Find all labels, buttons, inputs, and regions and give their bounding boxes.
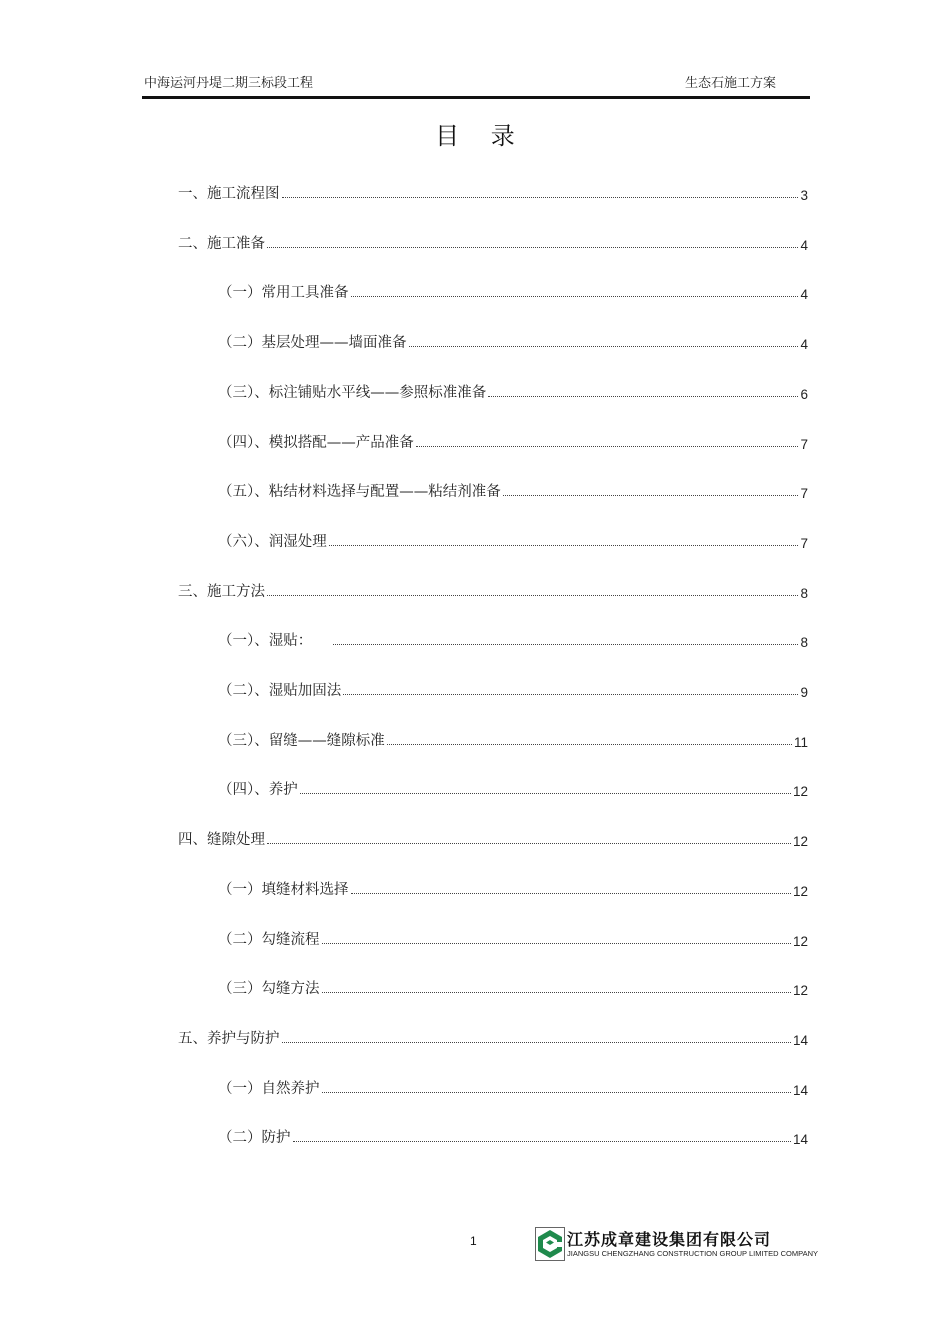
toc-leader-dots bbox=[333, 644, 799, 645]
toc-entry-page: 4 bbox=[800, 287, 808, 302]
company-name-en: JIANGSU CHENGZHANG CONSTRUCTION GROUP LIMITED COMPANY bbox=[567, 1249, 818, 1258]
toc-entry-page: 3 bbox=[800, 188, 808, 203]
toc-entry[interactable] bbox=[218, 877, 808, 899]
toc-entry-page: 7 bbox=[800, 536, 808, 551]
toc-leader-dots bbox=[282, 1042, 791, 1043]
toc-leader-dots bbox=[267, 843, 791, 844]
toc-entry-page: 12 bbox=[792, 834, 808, 849]
toc-leader-dots bbox=[322, 1092, 791, 1093]
toc-entry-label: 一、施工流程图 bbox=[178, 186, 280, 202]
toc-entry[interactable] bbox=[218, 927, 808, 949]
toc-leader-dots bbox=[503, 495, 799, 496]
toc-entry-page: 14 bbox=[792, 1033, 808, 1048]
toc-leader-dots bbox=[300, 793, 791, 794]
toc-leader-dots bbox=[322, 992, 791, 993]
toc-leader-dots bbox=[322, 943, 791, 944]
toc-entry-label: 四、缝隙处理 bbox=[178, 832, 265, 848]
toc-entry-label: （二）防护 bbox=[218, 1130, 291, 1146]
toc-entry-page: 14 bbox=[792, 1132, 808, 1147]
toc-entry[interactable] bbox=[218, 1125, 808, 1147]
toc-entry[interactable] bbox=[178, 1026, 808, 1048]
toc-entry[interactable] bbox=[218, 777, 808, 799]
toc-entry-label: （一）常用工具准备 bbox=[218, 285, 349, 301]
toc-entry-label: （四）、模拟搭配——产品准备 bbox=[218, 435, 414, 451]
toc-entry-page: 12 bbox=[792, 784, 808, 799]
toc-entry[interactable] bbox=[218, 280, 808, 302]
toc-entry-page: 8 bbox=[800, 586, 808, 601]
toc-leader-dots bbox=[267, 595, 798, 596]
toc-entry[interactable] bbox=[218, 479, 808, 501]
toc-entry-label: （一）、湿贴： bbox=[218, 633, 331, 649]
toc-entry-label: （三）、留缝——缝隙标准 bbox=[218, 733, 385, 749]
toc-leader-dots bbox=[351, 893, 791, 894]
toc-entry[interactable] bbox=[218, 430, 808, 452]
toc-entry-page: 7 bbox=[800, 486, 808, 501]
toc-title: 目 录 bbox=[435, 122, 527, 150]
company-logo bbox=[535, 1227, 818, 1263]
toc-entry[interactable] bbox=[178, 181, 808, 203]
toc-leader-dots bbox=[267, 247, 798, 248]
toc-entry-label: （二）、湿贴加固法 bbox=[218, 683, 342, 699]
toc-entry-page: 11 bbox=[793, 735, 808, 750]
toc-leader-dots bbox=[329, 545, 799, 546]
toc-entry-label: 五、养护与防护 bbox=[178, 1031, 280, 1047]
toc-entry-page: 12 bbox=[792, 884, 808, 899]
toc-entry[interactable] bbox=[178, 827, 808, 849]
toc-entry-label: （三）勾缝方法 bbox=[218, 981, 320, 997]
toc-leader-dots bbox=[416, 446, 799, 447]
company-logo-icon bbox=[535, 1227, 565, 1261]
toc-entry[interactable] bbox=[218, 380, 808, 402]
toc-entry[interactable] bbox=[178, 231, 808, 253]
toc-entry-page: 8 bbox=[800, 635, 808, 650]
toc-entry-label: （三）、标注铺贴水平线——参照标准准备 bbox=[218, 385, 487, 401]
toc-leader-dots bbox=[387, 744, 792, 745]
toc-entry-page: 9 bbox=[800, 685, 808, 700]
toc-entry-label: （一）自然养护 bbox=[218, 1081, 320, 1097]
toc-entry[interactable] bbox=[218, 529, 808, 551]
toc-entry[interactable] bbox=[218, 330, 808, 352]
toc-entry-label: 三、施工方法 bbox=[178, 584, 265, 600]
toc-entry-page: 12 bbox=[792, 983, 808, 998]
header-project-name: 中海运河丹堤二期三标段工程 bbox=[144, 76, 314, 91]
header-document-name: 生态石施工方案 bbox=[684, 76, 776, 91]
header-rule bbox=[142, 96, 810, 99]
toc-leader-dots bbox=[293, 1141, 791, 1142]
toc-leader-dots bbox=[409, 346, 799, 347]
toc-entry-label: （一）填缝材料选择 bbox=[218, 882, 349, 898]
toc-entry-page: 14 bbox=[792, 1083, 808, 1098]
running-header bbox=[142, 72, 810, 92]
toc-entry-page: 4 bbox=[800, 337, 808, 352]
toc-entry-label: （五）、粘结材料选择与配置——粘结剂准备 bbox=[218, 484, 501, 500]
toc-entry-label: （二）勾缝流程 bbox=[218, 932, 320, 948]
toc-entry-page: 4 bbox=[800, 238, 808, 253]
toc-entry[interactable] bbox=[218, 976, 808, 998]
toc-entry-page: 6 bbox=[800, 387, 808, 402]
toc-leader-dots bbox=[488, 396, 798, 397]
page-number: 1 bbox=[470, 1234, 477, 1248]
toc-leader-dots bbox=[343, 694, 798, 695]
toc-entry[interactable] bbox=[218, 1076, 808, 1098]
toc-entry[interactable] bbox=[178, 579, 808, 601]
toc-entry[interactable] bbox=[218, 728, 808, 750]
toc-entry-label: 二、施工准备 bbox=[178, 236, 265, 252]
toc-leader-dots bbox=[282, 197, 799, 198]
toc-entry[interactable] bbox=[218, 678, 808, 700]
company-name-cn: 江苏成章建设集团有限公司 bbox=[567, 1230, 772, 1249]
toc-leader-dots bbox=[351, 296, 799, 297]
toc-entry[interactable] bbox=[218, 628, 808, 650]
toc-entry-page: 7 bbox=[800, 437, 808, 452]
toc-entry-label: （六）、润湿处理 bbox=[218, 534, 327, 550]
toc-entry-label: （四）、养护 bbox=[218, 782, 298, 798]
toc-entry-page: 12 bbox=[792, 934, 808, 949]
toc-entry-label: （二）基层处理——墙面准备 bbox=[218, 335, 407, 351]
